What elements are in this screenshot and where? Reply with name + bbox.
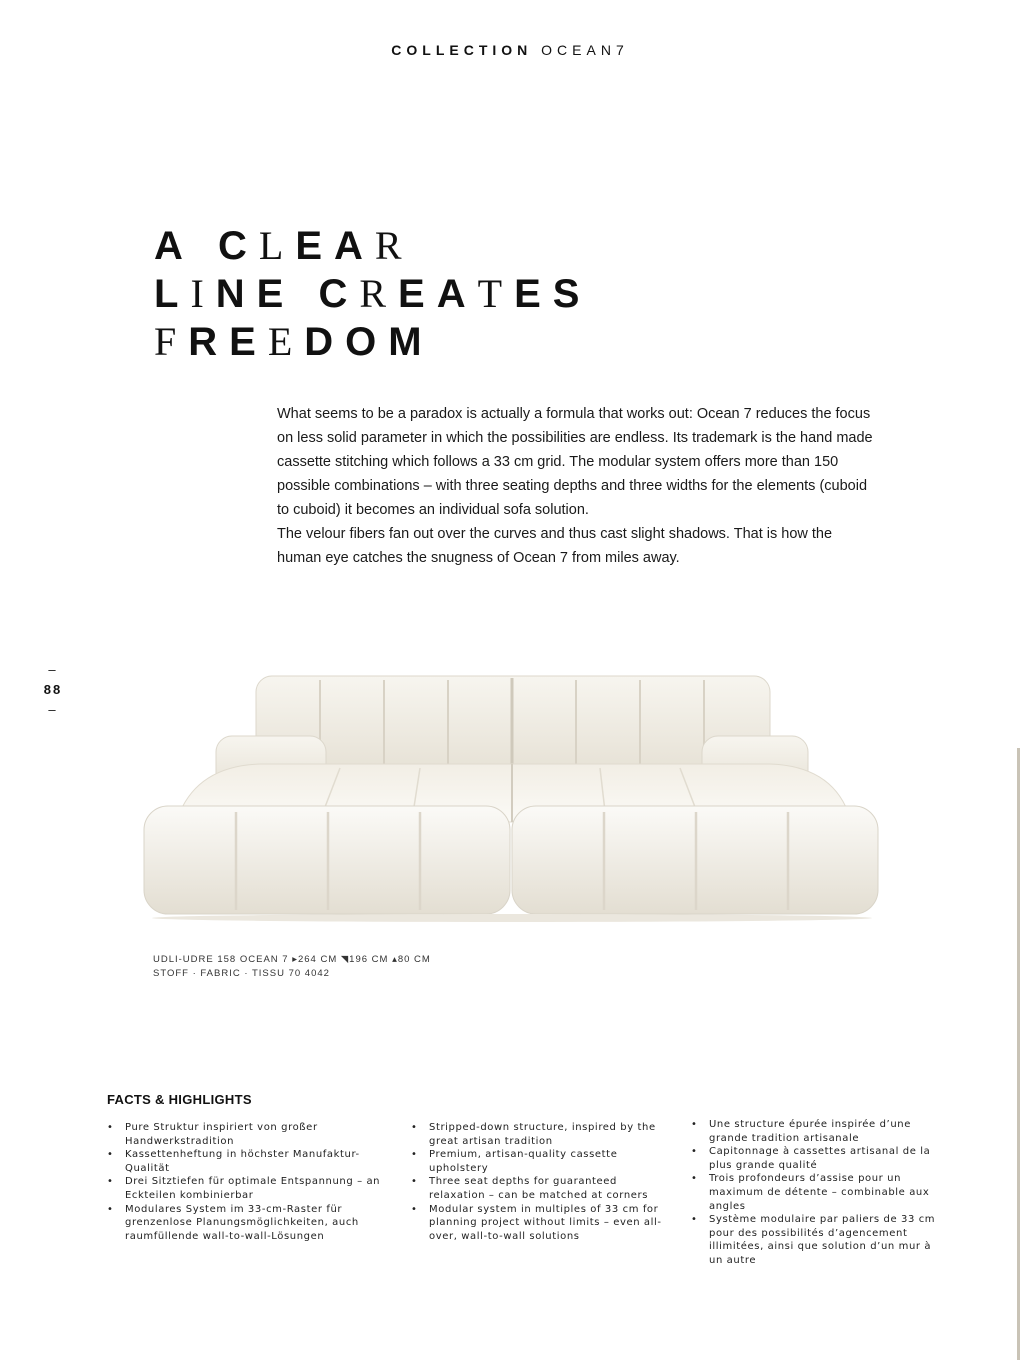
- headline-letter: C: [318, 272, 360, 316]
- headline-line-3: [154, 318, 591, 366]
- headline-line-2: [154, 270, 591, 318]
- facts-title: FACTS & HIGHLIGHTS: [107, 1092, 252, 1107]
- headline-letter: E: [267, 319, 305, 364]
- page-number: [36, 660, 70, 720]
- facts-item: • Drei Sitztiefen für optimale Entspannung – an Eckteilen kombinierbar: [107, 1175, 392, 1202]
- facts-item: • Trois profondeurs d’assise pour un maximum de détente – combinable aux angles: [691, 1172, 941, 1213]
- headline-letter: L: [258, 223, 296, 268]
- headline-letter: A: [436, 272, 478, 316]
- headline-letter: D: [304, 320, 346, 364]
- headline-letter: I: [190, 271, 216, 316]
- facts-item: • Premium, artisan-quality cassette upholstery: [411, 1148, 676, 1175]
- headline-letter: R: [374, 223, 414, 268]
- facts-item: • Une structure épurée inspirée d’une grande tradition artisanale: [691, 1118, 941, 1145]
- headline-letter: O: [345, 320, 389, 364]
- intro-text: [277, 402, 877, 570]
- page-number-dash-top: –: [48, 662, 58, 677]
- headline-letter: M: [388, 320, 434, 364]
- headline-letter: E: [398, 272, 437, 316]
- headline-letter: R: [359, 271, 399, 316]
- product-caption: [153, 953, 431, 981]
- facts-item: • Three seat depths for guaranteed relaxation – can be matched at corners: [411, 1175, 676, 1202]
- facts-item: • Capitonnage à cassettes artisanal de la plus grande qualité: [691, 1145, 941, 1172]
- headline: [154, 222, 591, 366]
- caption-fabric: STOFF · FABRIC · TISSU 70 4042: [153, 968, 330, 979]
- facts-list-french: [691, 1118, 941, 1268]
- sofa-image: [140, 672, 884, 924]
- sofa-backrest: [256, 676, 770, 774]
- headline-letter: L: [154, 272, 191, 316]
- page-number-dash-bottom: –: [48, 702, 58, 717]
- intro-paragraph-1: What seems to be a paradox is actually a formula that works out: Ocean 7 reduces the focus on less solid parameter in which the possibilities are endless. Its trademark is the hand made cassette stitching which follows a 33 cm grid. The modular system offers more than 150 possible combinations – with three seating depths and three widths for the elements (cuboid to cuboid) it becomes an individual sofa solution.: [277, 406, 873, 518]
- headline-letter: S: [552, 272, 592, 316]
- headline-letter: N: [215, 272, 257, 316]
- headline-letter: E: [295, 224, 335, 268]
- headline-letter: E: [256, 272, 296, 316]
- headline-letter: C: [218, 224, 259, 268]
- facts-item: • Modular system in multiples of 33 cm for planning project without limits – even all-over, wall-to-wall solutions: [411, 1203, 676, 1244]
- headline-letter: A: [334, 224, 375, 268]
- intro-paragraph-2: The velour fibers fan out over the curves and thus cast slight shadows. That is how the human eye catches the snugness of Ocean 7 from miles away.: [277, 526, 833, 566]
- facts-list-german: [107, 1121, 392, 1243]
- headline-letter: T: [477, 271, 515, 316]
- headline-letter: A: [154, 224, 195, 268]
- headline-letter: [295, 272, 318, 316]
- headline-letter: F: [154, 319, 189, 364]
- page-header: [0, 42, 1020, 58]
- headline-line-1: [154, 222, 591, 270]
- headline-letter: R: [188, 320, 230, 364]
- facts-item: • Kassettenheftung in höchster Manufaktur-Qualität: [107, 1148, 392, 1175]
- caption-dimensions: UDLI-UDRE 158 OCEAN 7 ▸264 CM ◥196 CM ▴80 CM: [153, 954, 431, 965]
- headline-letter: E: [514, 272, 553, 316]
- facts-item: • Pure Struktur inspiriert von großer Handwerkstradition: [107, 1121, 392, 1148]
- facts-item: • Modulares System im 33-cm-Raster für grenzenlose Planungsmöglichkeiten, auch raumfüllende wall-to-wall-Lösungen: [107, 1203, 392, 1244]
- collection-name: OCEAN7: [541, 42, 629, 58]
- facts-item: • Système modulaire par paliers de 33 cm pour des possibilités d’agencement illimitées, ainsi que solution d’un mur à un autre: [691, 1213, 941, 1267]
- facts-list-english: [411, 1121, 676, 1243]
- headline-letter: [195, 224, 218, 268]
- facts-item: • Stripped-down structure, inspired by the great artisan tradition: [411, 1121, 676, 1148]
- page-number-value: 88: [43, 682, 63, 697]
- collection-label: COLLECTION: [391, 42, 533, 58]
- sofa-front: [144, 806, 878, 922]
- headline-letter: E: [229, 320, 268, 364]
